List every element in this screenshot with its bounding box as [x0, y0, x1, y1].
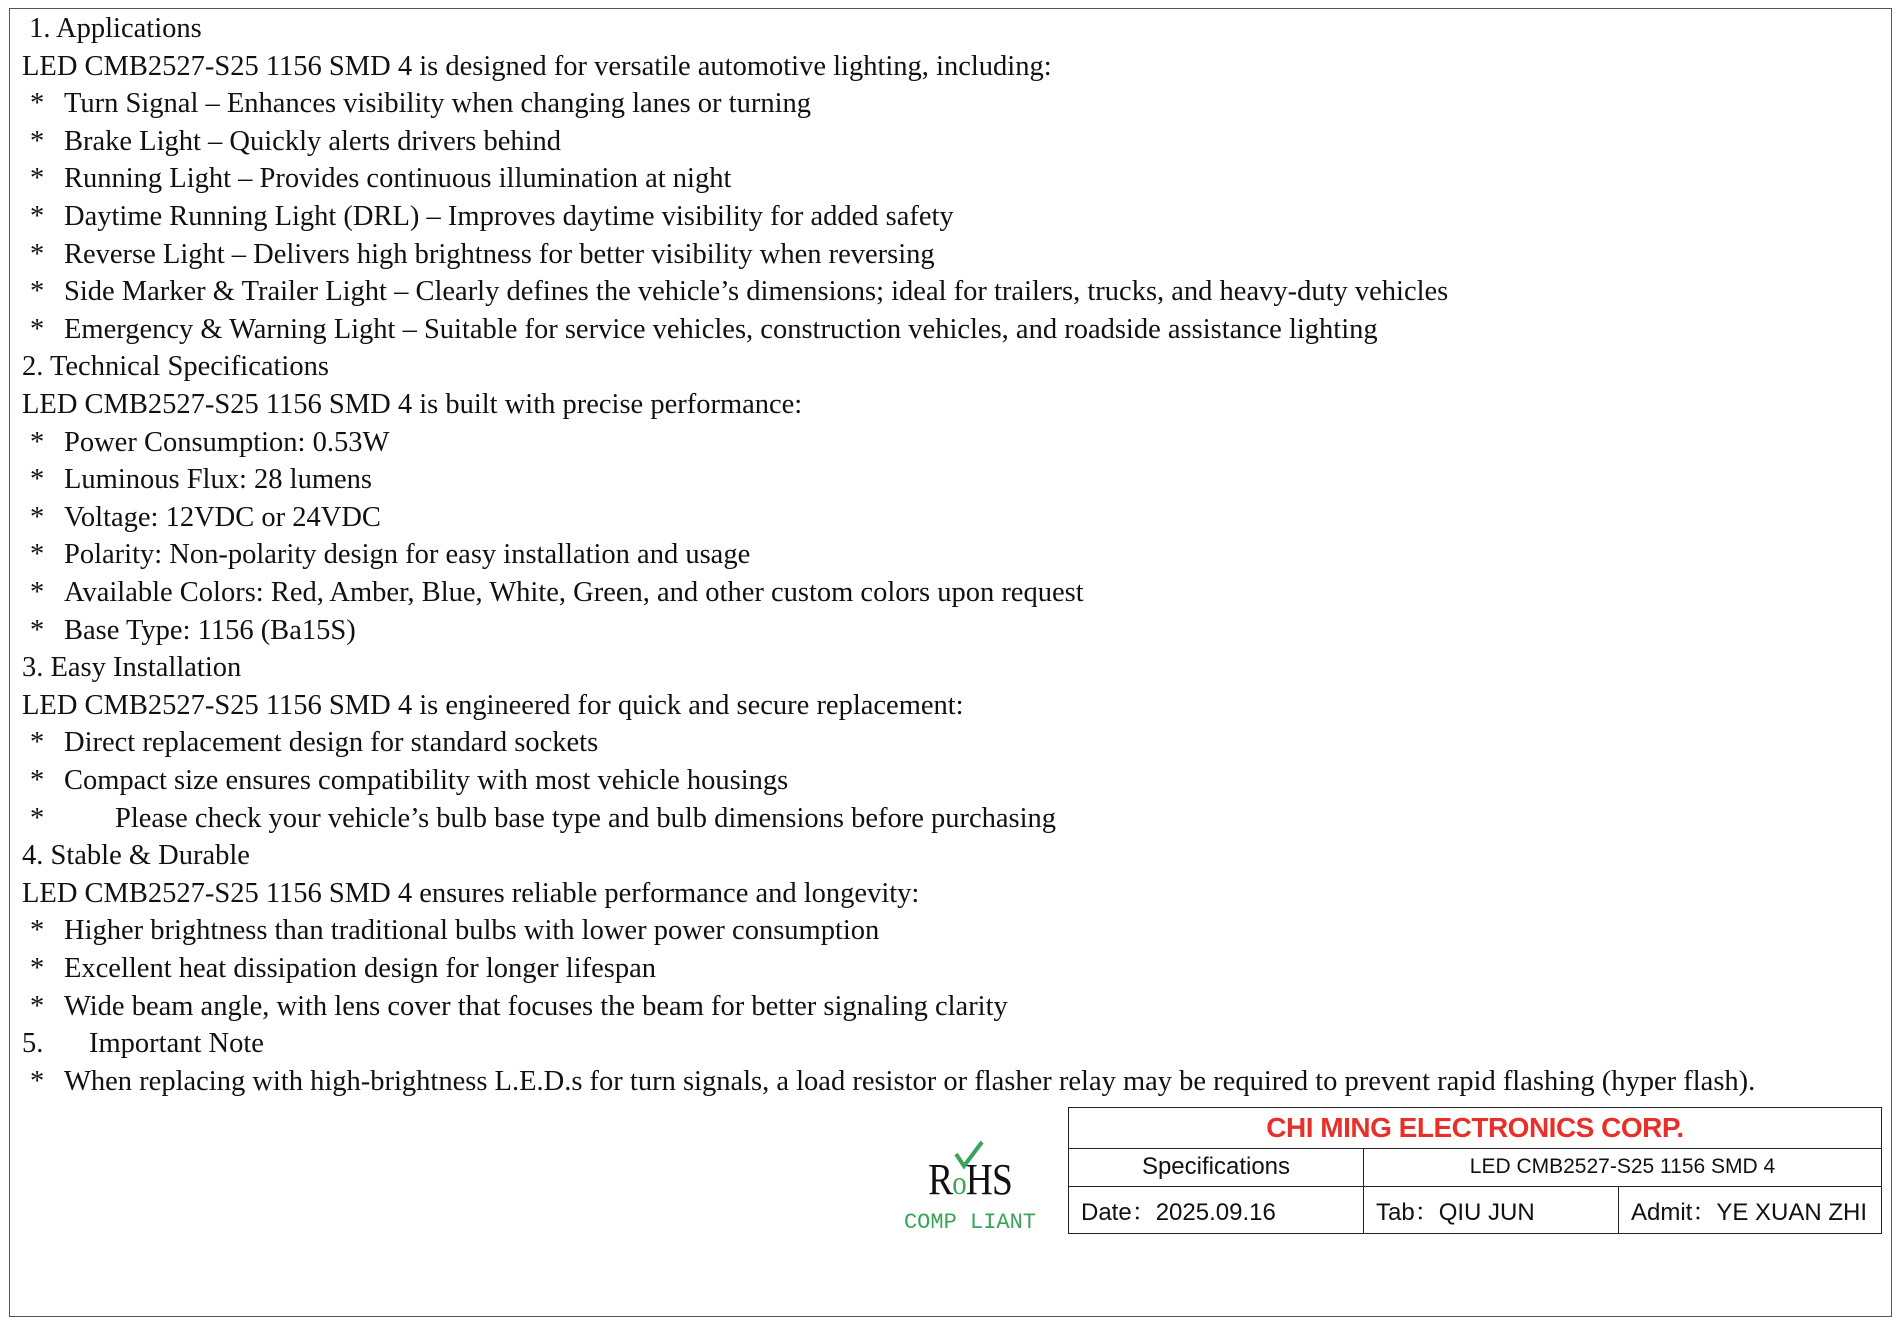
- section-heading: 2. Technical Specifications: [22, 351, 329, 383]
- bullet-text: Base Type: 1156 (Ba15S): [64, 614, 356, 646]
- paragraph: LED CMB2527-S25 1156 SMD 4 is designed for versatile automotive lighting, including:: [22, 50, 1052, 82]
- bullet-icon: *: [30, 802, 45, 834]
- paragraph: LED CMB2527-S25 1156 SMD 4 ensures reliable performance and longevity:: [22, 877, 920, 909]
- bullet-icon: *: [30, 238, 45, 270]
- bullet-icon: *: [30, 426, 45, 458]
- bullet-icon: *: [30, 125, 45, 157]
- bullet-icon: *: [30, 88, 45, 120]
- section-title: Important Note: [89, 1028, 264, 1060]
- bullet-text: Voltage: 12VDC or 24VDC: [64, 501, 381, 533]
- bullet-text: Turn Signal – Enhances visibility when changing lanes or turning: [64, 88, 811, 120]
- bullet-text: Direct replacement design for standard sockets: [64, 727, 599, 759]
- bullet-text: Luminous Flux: 28 lumens: [64, 464, 372, 496]
- section-heading: 3. Easy Installation: [22, 652, 242, 684]
- section-number: 5.: [22, 1028, 44, 1060]
- paragraph: LED CMB2527-S25 1156 SMD 4 is engineered for quick and secure replacement:: [22, 689, 964, 721]
- bullet-text: Side Marker & Trailer Light – Clearly defines the vehicle’s dimensions; ideal for trailers, trucks, and heavy-duty vehicles: [64, 276, 1449, 308]
- bullet-icon: *: [30, 201, 45, 232]
- model-name: LED CMB2527-S25 1156 SMD 4: [1364, 1149, 1882, 1187]
- tab-field: Tab：QIU JUN: [1364, 1186, 1619, 1233]
- bullet-text: Please check your vehicle’s bulb base type and bulb dimensions before purchasing: [115, 802, 1057, 834]
- rohs-compliant-text: COMP LIANT: [903, 1210, 1037, 1235]
- bullet-icon: *: [30, 276, 45, 308]
- bullet-text: Available Colors: Red, Amber, Blue, White, Green, and other custom colors upon request: [64, 577, 1084, 608]
- bullet-icon: *: [30, 727, 45, 759]
- bullet-icon: *: [30, 614, 45, 646]
- bullet-icon: *: [30, 915, 45, 947]
- bullet-text: Power Consumption: 0.53W: [64, 426, 390, 458]
- bullet-text: Running Light – Provides continuous illumination at night: [64, 163, 732, 195]
- section-heading: 1. Applications: [22, 13, 202, 44]
- bullet-text: Polarity: Non-polarity design for easy installation and usage: [64, 539, 751, 571]
- bullet-icon: *: [30, 577, 45, 608]
- title-block: [1068, 1107, 1882, 1234]
- bullet-icon: *: [30, 464, 45, 496]
- bullet-icon: *: [30, 539, 45, 571]
- bullet-text: Compact size ensures compatibility with most vehicle housings: [64, 765, 789, 796]
- bullet-icon: *: [30, 765, 45, 796]
- bullet-icon: *: [30, 163, 45, 195]
- bullet-text: Reverse Light – Delivers high brightness for better visibility when reversing: [64, 238, 935, 270]
- bullet-icon: *: [30, 990, 45, 1022]
- bullet-text: Wide beam angle, with lens cover that focuses the beam for better signaling clarity: [64, 990, 1008, 1022]
- paragraph: LED CMB2527-S25 1156 SMD 4 is built with precise performance:: [22, 389, 803, 420]
- bullet-icon: *: [30, 501, 45, 533]
- bullet-text: Emergency & Warning Light – Suitable for service vehicles, construction vehicles, and roadside assistance lighting: [64, 313, 1378, 345]
- date-field: Date：2025.09.16: [1069, 1186, 1364, 1233]
- admit-field: Admit：YE XUAN ZHI: [1619, 1186, 1882, 1233]
- bullet-icon: *: [30, 1065, 45, 1097]
- specifications-label: Specifications: [1069, 1149, 1364, 1187]
- rohs-logo: RoHS COMP LIANT: [890, 1138, 1050, 1238]
- company-name: CHI MING ELECTRONICS CORP.: [1069, 1108, 1882, 1149]
- bullet-text: Excellent heat dissipation design for longer lifespan: [64, 953, 657, 984]
- bullet-text: Brake Light – Quickly alerts drivers behind: [64, 125, 562, 157]
- bullet-text: Daytime Running Light (DRL) – Improves daytime visibility for added safety: [64, 201, 954, 232]
- bullet-icon: *: [30, 953, 45, 984]
- bullet-icon: *: [30, 313, 45, 345]
- section-heading: 4. Stable & Durable: [22, 840, 250, 872]
- bullet-text: Higher brightness than traditional bulbs with lower power consumption: [64, 915, 880, 947]
- bullet-text: When replacing with high-brightness L.E.D.s for turn signals, a load resistor or flasher relay may be required to prevent rapid flashing (hyper flash).: [64, 1065, 1756, 1097]
